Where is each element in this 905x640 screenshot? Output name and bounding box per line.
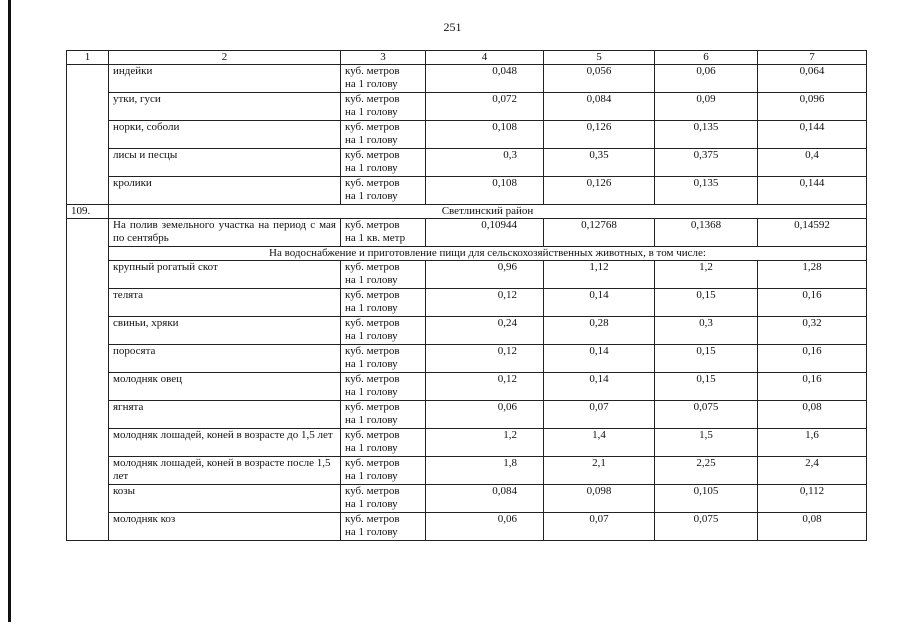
table-row [67, 457, 867, 485]
value-cell-col5: 2,1 [544, 457, 655, 485]
row-name-cell: молодняк лошадей, коней в возрасте после 1,5 лет [109, 457, 341, 485]
value-cell-col4: 0,12 [426, 289, 544, 317]
value-cell-col7: 0,16 [758, 289, 867, 317]
unit-cell: куб. метров на 1 голову [341, 485, 426, 513]
unit-cell: куб. метров на 1 голову [341, 121, 426, 149]
value-cell-col6: 0,105 [655, 485, 758, 513]
value-cell-col7: 0,4 [758, 149, 867, 177]
column-number: 1 [67, 51, 109, 65]
row-name-cell: лисы и песцы [109, 149, 341, 177]
table-row [67, 121, 867, 149]
value-cell-col6: 1,5 [655, 429, 758, 457]
value-cell-col6: 0,075 [655, 513, 758, 541]
value-cell-col5: 0,07 [544, 513, 655, 541]
value-cell-col5: 0,098 [544, 485, 655, 513]
value-cell-col5: 1,12 [544, 261, 655, 289]
value-cell-col5: 0,14 [544, 345, 655, 373]
unit-cell: куб. метров на 1 голову [341, 93, 426, 121]
value-cell-col5: 0,28 [544, 317, 655, 345]
unit-cell: куб. метров на 1 голову [341, 429, 426, 457]
value-cell-col7: 0,14592 [758, 219, 867, 247]
table-row [67, 289, 867, 317]
value-cell-col7: 0,16 [758, 345, 867, 373]
value-cell-col4: 0,108 [426, 177, 544, 205]
row-name-cell: молодняк коз [109, 513, 341, 541]
column-number-row [67, 51, 867, 65]
value-cell-col6: 0,135 [655, 177, 758, 205]
column-number: 3 [341, 51, 426, 65]
value-cell-col6: 0,075 [655, 401, 758, 429]
row-name-cell: ягнята [109, 401, 341, 429]
value-cell-col7: 0,064 [758, 65, 867, 93]
column-number: 2 [109, 51, 341, 65]
value-cell-col7: 0,144 [758, 177, 867, 205]
value-cell-col7: 0,08 [758, 401, 867, 429]
table-row [67, 401, 867, 429]
table-row [67, 65, 867, 93]
value-cell-col6: 0,135 [655, 121, 758, 149]
value-cell-col5: 0,07 [544, 401, 655, 429]
value-cell-col4: 0,10944 [426, 219, 544, 247]
page-edge-rule [8, 0, 11, 622]
table-row [67, 429, 867, 457]
row-name-cell: свиньи, хряки [109, 317, 341, 345]
row-name-cell: норки, соболи [109, 121, 341, 149]
column-number: 7 [758, 51, 867, 65]
value-cell-col4: 0,084 [426, 485, 544, 513]
value-cell-col7: 1,6 [758, 429, 867, 457]
column-number: 4 [426, 51, 544, 65]
unit-cell: куб. метров на 1 голову [341, 289, 426, 317]
value-cell-col5: 0,126 [544, 177, 655, 205]
table-row [67, 261, 867, 289]
table-row [67, 149, 867, 177]
value-cell-col6: 0,15 [655, 373, 758, 401]
unit-cell: куб. метров на 1 голову [341, 373, 426, 401]
table-row [67, 345, 867, 373]
row-name-cell: крупный рогатый скот [109, 261, 341, 289]
value-cell-col6: 0,09 [655, 93, 758, 121]
value-cell-col5: 0,14 [544, 373, 655, 401]
value-cell-col7: 1,28 [758, 261, 867, 289]
row-name-cell: молодняк овец [109, 373, 341, 401]
unit-cell: куб. метров на 1 голову [341, 65, 426, 93]
table-row [67, 317, 867, 345]
page-number: 251 [443, 20, 462, 34]
value-cell-col7: 0,112 [758, 485, 867, 513]
value-cell-col4: 0,24 [426, 317, 544, 345]
value-cell-col7: 0,08 [758, 513, 867, 541]
value-cell-col5: 0,056 [544, 65, 655, 93]
unit-cell: куб. метров на 1 голову [341, 317, 426, 345]
value-cell-col7: 0,096 [758, 93, 867, 121]
value-cell-col5: 0,14 [544, 289, 655, 317]
value-cell-col4: 0,06 [426, 401, 544, 429]
unit-cell: куб. метров на 1 кв. метр [341, 219, 426, 247]
row-name-cell: козы [109, 485, 341, 513]
subheader-text: На водоснабжение и приготовление пищи для сельскохозяйственных животных, в том числе: [109, 247, 867, 261]
value-cell-col6: 0,06 [655, 65, 758, 93]
value-cell-col4: 0,048 [426, 65, 544, 93]
value-cell-col4: 0,12 [426, 373, 544, 401]
water-norms-table [66, 50, 867, 541]
subheader-row [67, 247, 867, 261]
section-heading-row [67, 205, 867, 219]
value-cell-col6: 0,3 [655, 317, 758, 345]
value-cell-col6: 0,15 [655, 345, 758, 373]
value-cell-col5: 0,12768 [544, 219, 655, 247]
value-cell-col7: 0,32 [758, 317, 867, 345]
value-cell-col6: 0,15 [655, 289, 758, 317]
unit-cell: куб. метров на 1 голову [341, 345, 426, 373]
number-cell-section-body [67, 219, 109, 541]
value-cell-col6: 2,25 [655, 457, 758, 485]
unit-cell: куб. метров на 1 голову [341, 261, 426, 289]
table-row [67, 485, 867, 513]
row-name-cell: телята [109, 289, 341, 317]
table-row [67, 513, 867, 541]
value-cell-col4: 0,12 [426, 345, 544, 373]
row-name-cell: индейки [109, 65, 341, 93]
value-cell-col4: 0,96 [426, 261, 544, 289]
value-cell-col7: 0,16 [758, 373, 867, 401]
row-name-cell: На полив земельного участка на период с мая по сентябрь [109, 219, 341, 247]
unit-cell: куб. метров на 1 голову [341, 401, 426, 429]
value-cell-col4: 1,2 [426, 429, 544, 457]
value-cell-col4: 1,8 [426, 457, 544, 485]
unit-cell: куб. метров на 1 голову [341, 149, 426, 177]
table-row [67, 93, 867, 121]
number-cell-continuation [67, 65, 109, 205]
row-name-cell: поросята [109, 345, 341, 373]
value-cell-col6: 0,1368 [655, 219, 758, 247]
value-cell-col4: 0,3 [426, 149, 544, 177]
value-cell-col6: 0,375 [655, 149, 758, 177]
unit-cell: куб. метров на 1 голову [341, 457, 426, 485]
column-number: 6 [655, 51, 758, 65]
table-row [67, 373, 867, 401]
unit-cell: куб. метров на 1 голову [341, 513, 426, 541]
value-cell-col6: 1,2 [655, 261, 758, 289]
row-name-cell: утки, гуси [109, 93, 341, 121]
row-name-cell: кролики [109, 177, 341, 205]
section-title: Светлинский район [109, 205, 867, 219]
row-name-cell: молодняк лошадей, коней в возрасте до 1,5 лет [109, 429, 341, 457]
value-cell-col5: 0,35 [544, 149, 655, 177]
value-cell-col4: 0,108 [426, 121, 544, 149]
irrigation-row [67, 219, 867, 247]
value-cell-col4: 0,072 [426, 93, 544, 121]
value-cell-col5: 1,4 [544, 429, 655, 457]
section-number: 109. [67, 205, 109, 219]
value-cell-col5: 0,126 [544, 121, 655, 149]
table-row [67, 177, 867, 205]
value-cell-col7: 0,144 [758, 121, 867, 149]
unit-cell: куб. метров на 1 голову [341, 177, 426, 205]
value-cell-col7: 2,4 [758, 457, 867, 485]
value-cell-col4: 0,06 [426, 513, 544, 541]
value-cell-col5: 0,084 [544, 93, 655, 121]
column-number: 5 [544, 51, 655, 65]
